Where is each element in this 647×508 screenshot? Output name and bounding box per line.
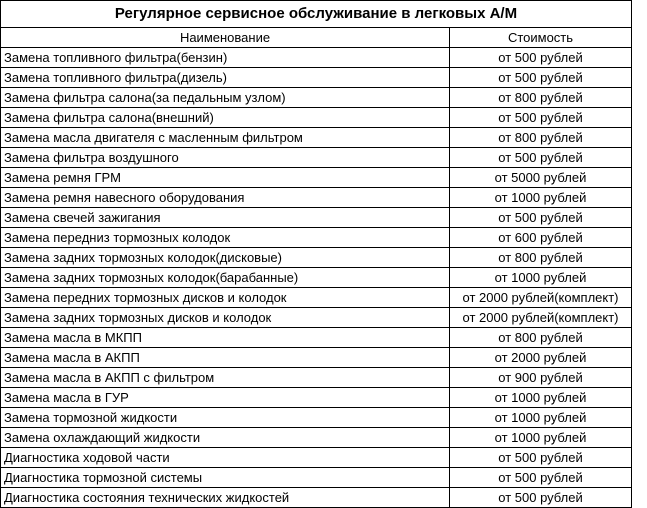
service-name-cell: Замена ремня ГРМ <box>1 168 450 188</box>
table-row <box>1 188 632 208</box>
service-cost-cell: от 500 рублей <box>450 468 632 488</box>
service-name-cell: Замена фильтра воздушного <box>1 148 450 168</box>
table-row <box>1 428 632 448</box>
table-row <box>1 48 632 68</box>
table-row <box>1 408 632 428</box>
service-cost-cell: от 500 рублей <box>450 148 632 168</box>
header-row <box>1 28 632 48</box>
service-cost-cell: от 500 рублей <box>450 48 632 68</box>
table-row <box>1 368 632 388</box>
table-row <box>1 68 632 88</box>
table-row <box>1 468 632 488</box>
service-cost-cell: от 1000 рублей <box>450 268 632 288</box>
service-name-cell: Замена ремня навесного оборудования <box>1 188 450 208</box>
table-row <box>1 88 632 108</box>
service-cost-cell: от 1000 рублей <box>450 408 632 428</box>
service-cost-cell: от 1000 рублей <box>450 428 632 448</box>
table-row <box>1 148 632 168</box>
service-cost-cell: от 1000 рублей <box>450 188 632 208</box>
service-name-cell: Замена масла в АКПП <box>1 348 450 368</box>
service-name-cell: Замена масла в АКПП с фильтром <box>1 368 450 388</box>
table-row <box>1 268 632 288</box>
table-title: Регулярное сервисное обслуживание в легковых А/М <box>1 1 632 28</box>
service-name-cell: Замена задних тормозных дисков и колодок <box>1 308 450 328</box>
table-row <box>1 248 632 268</box>
service-cost-cell: от 600 рублей <box>450 228 632 248</box>
service-name-cell: Диагностика состояния технических жидкостей <box>1 488 450 508</box>
table-row <box>1 388 632 408</box>
service-cost-cell: от 500 рублей <box>450 488 632 508</box>
service-cost-cell: от 500 рублей <box>450 448 632 468</box>
service-name-cell: Замена охлаждающий жидкости <box>1 428 450 448</box>
service-name-cell: Замена фильтра салона(внешний) <box>1 108 450 128</box>
service-name-cell: Замена свечей зажигания <box>1 208 450 228</box>
table-row <box>1 208 632 228</box>
service-cost-cell: от 2000 рублей(комплект) <box>450 308 632 328</box>
service-cost-cell: от 800 рублей <box>450 128 632 148</box>
service-name-cell: Замена задних тормозных колодок(барабанные) <box>1 268 450 288</box>
service-cost-cell: от 500 рублей <box>450 108 632 128</box>
service-name-cell: Замена задних тормозных колодок(дисковые) <box>1 248 450 268</box>
table-row <box>1 488 632 508</box>
service-name-cell: Диагностика тормозной системы <box>1 468 450 488</box>
table-row <box>1 168 632 188</box>
service-cost-cell: от 1000 рублей <box>450 388 632 408</box>
service-cost-cell: от 800 рублей <box>450 88 632 108</box>
service-cost-cell: от 5000 рублей <box>450 168 632 188</box>
service-name-cell: Замена топливного фильтра(дизель) <box>1 68 450 88</box>
service-name-cell: Диагностика ходовой части <box>1 448 450 468</box>
service-name-cell: Замена топливного фильтра(бензин) <box>1 48 450 68</box>
service-cost-cell: от 2000 рублей <box>450 348 632 368</box>
table-row <box>1 128 632 148</box>
service-cost-cell: от 800 рублей <box>450 328 632 348</box>
service-name-cell: Замена фильтра салона(за педальным узлом) <box>1 88 450 108</box>
table-row <box>1 288 632 308</box>
service-cost-cell: от 2000 рублей(комплект) <box>450 288 632 308</box>
service-cost-cell: от 900 рублей <box>450 368 632 388</box>
service-name-cell: Замена тормозной жидкости <box>1 408 450 428</box>
service-cost-cell: от 800 рублей <box>450 248 632 268</box>
service-name-cell: Замена масла в МКПП <box>1 328 450 348</box>
table-row <box>1 448 632 468</box>
column-header-cost: Стоимость <box>450 28 632 48</box>
table-row <box>1 228 632 248</box>
service-cost-cell: от 500 рублей <box>450 68 632 88</box>
service-cost-cell: от 500 рублей <box>450 208 632 228</box>
service-name-cell: Замена передниз тормозных колодок <box>1 228 450 248</box>
table-row <box>1 348 632 368</box>
service-name-cell: Замена масла в ГУР <box>1 388 450 408</box>
service-name-cell: Замена масла двигателя с масленным фильтром <box>1 128 450 148</box>
column-header-name: Наименование <box>1 28 450 48</box>
title-row <box>1 1 632 28</box>
service-name-cell: Замена передних тормозных дисков и колодок <box>1 288 450 308</box>
table-row <box>1 108 632 128</box>
table-row <box>1 308 632 328</box>
table-row <box>1 328 632 348</box>
